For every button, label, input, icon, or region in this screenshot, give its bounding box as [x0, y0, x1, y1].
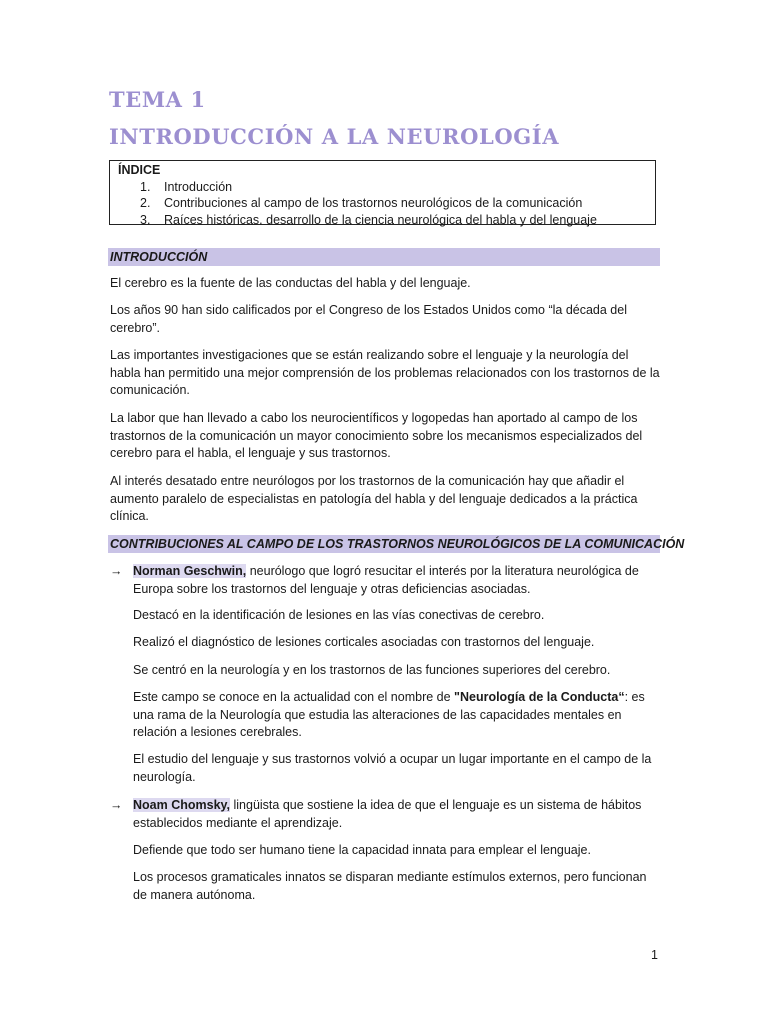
index-item-text: Introducción	[164, 179, 233, 194]
intro-paragraph: Las importantes investigaciones que se están realizando sobre el lenguaje y la neurología del habla han permitido una mejor comprensión de los problemas relacionados con los trastornos de la comunicación.	[110, 348, 660, 397]
intro-paragraph: El cerebro es la fuente de las conductas del habla y del lenguaje.	[110, 276, 471, 290]
topic-number-title: TEMA 1	[109, 87, 206, 112]
index-item-text: Raíces históricas. desarrollo de la ciencia neurológica del habla y del lenguaje	[164, 212, 597, 227]
behavioral-neurology-post: : es una rama de la Neurología que estudia las alteraciones de las capacidades mentales en relación a lesiones cerebrales.	[133, 690, 645, 739]
section-heading-introduction: INTRODUCCIÓN	[108, 248, 660, 266]
geschwind-paragraph: El estudio del lenguaje y sus trastornos volvió a ocupar un lugar importante en el campo de la neurología.	[133, 752, 652, 784]
chomsky-paragraph: Los procesos gramaticales innatos se disparan mediante estímulos externos, pero funcionan de manera autónoma.	[133, 870, 647, 902]
geschwind-intro-text: neurólogo que logró resucitar el interés por la literatura neurológica de Europa sobre los trastornos del lenguaje y otras deficiencias asociadas.	[133, 564, 639, 596]
index-heading: ÍNDICE	[118, 163, 161, 177]
index-item	[118, 179, 647, 196]
geschwind-paragraph: Se centró en la neurología y en los trastornos de las funciones superiores del cerebro.	[133, 663, 611, 677]
index-item-text: Contribuciones al campo de los trastornos neurológicos de la comunicación	[164, 196, 583, 210]
behavioral-neurology-pre: Este campo se conoce en la actualidad con el nombre de	[133, 690, 455, 704]
index-item	[118, 212, 647, 229]
index-item-number: 1.	[140, 179, 151, 194]
index-item-number: 3.	[140, 212, 151, 227]
geschwind-paragraph: Realizó el diagnóstico de lesiones corticales asociadas con trastornos del lenguaje.	[133, 635, 595, 649]
geschwind-paragraph	[133, 689, 660, 742]
geschwind-paragraph: Destacó en la identificación de lesiones en las vías conectivas de cerebro.	[133, 608, 545, 622]
intro-paragraph: La labor que han llevado a cabo los neurocientíficos y logopedas han aportado al campo de los trastornos de la comunicación un mayor conocimiento sobre los mecanismos especializados del cerebro para el habla, el lenguaje y sus trastornos.	[110, 411, 643, 460]
chomsky-intro-text: lingüista que sostiene la idea de que el lenguaje es un sistema de hábitos establecidos mediante el aprendizaje.	[133, 798, 642, 830]
geschwind-intro	[133, 563, 660, 598]
arrow-bullet-icon: →	[110, 564, 123, 578]
person-name-highlight: Noam Chomsky,	[133, 798, 231, 812]
behavioral-neurology-term: "Neurología de la Conducta“	[454, 690, 625, 704]
index-item	[118, 195, 647, 212]
index-box	[109, 160, 656, 225]
page-number: 1	[651, 948, 658, 962]
section-heading-contributions: CONTRIBUCIONES AL CAMPO DE LOS TRASTORNOS NEUROLÓGICOS DE LA COMUNICACIÓN	[110, 537, 685, 551]
index-item-number: 2.	[140, 196, 151, 210]
chomsky-intro	[133, 797, 660, 832]
chapter-title: INTRODUCCIÓN A LA NEUROLOGÍA	[109, 124, 560, 149]
intro-paragraph: Al interés desatado entre neurólogos por los trastornos de la comunicación hay que añadir el aumento paralelo de especialistas en patología del habla y del lenguaje dedicados a la práctica clínica.	[110, 474, 638, 523]
intro-paragraph: Los años 90 han sido calificados por el Congreso de los Estados Unidos como “la década del cerebro”.	[110, 303, 627, 335]
person-name-highlight: Norman Geschwin,	[133, 564, 247, 578]
chomsky-paragraph: Defiende que todo ser humano tiene la capacidad innata para emplear el lenguaje.	[133, 843, 591, 857]
arrow-bullet-icon: →	[110, 798, 123, 812]
